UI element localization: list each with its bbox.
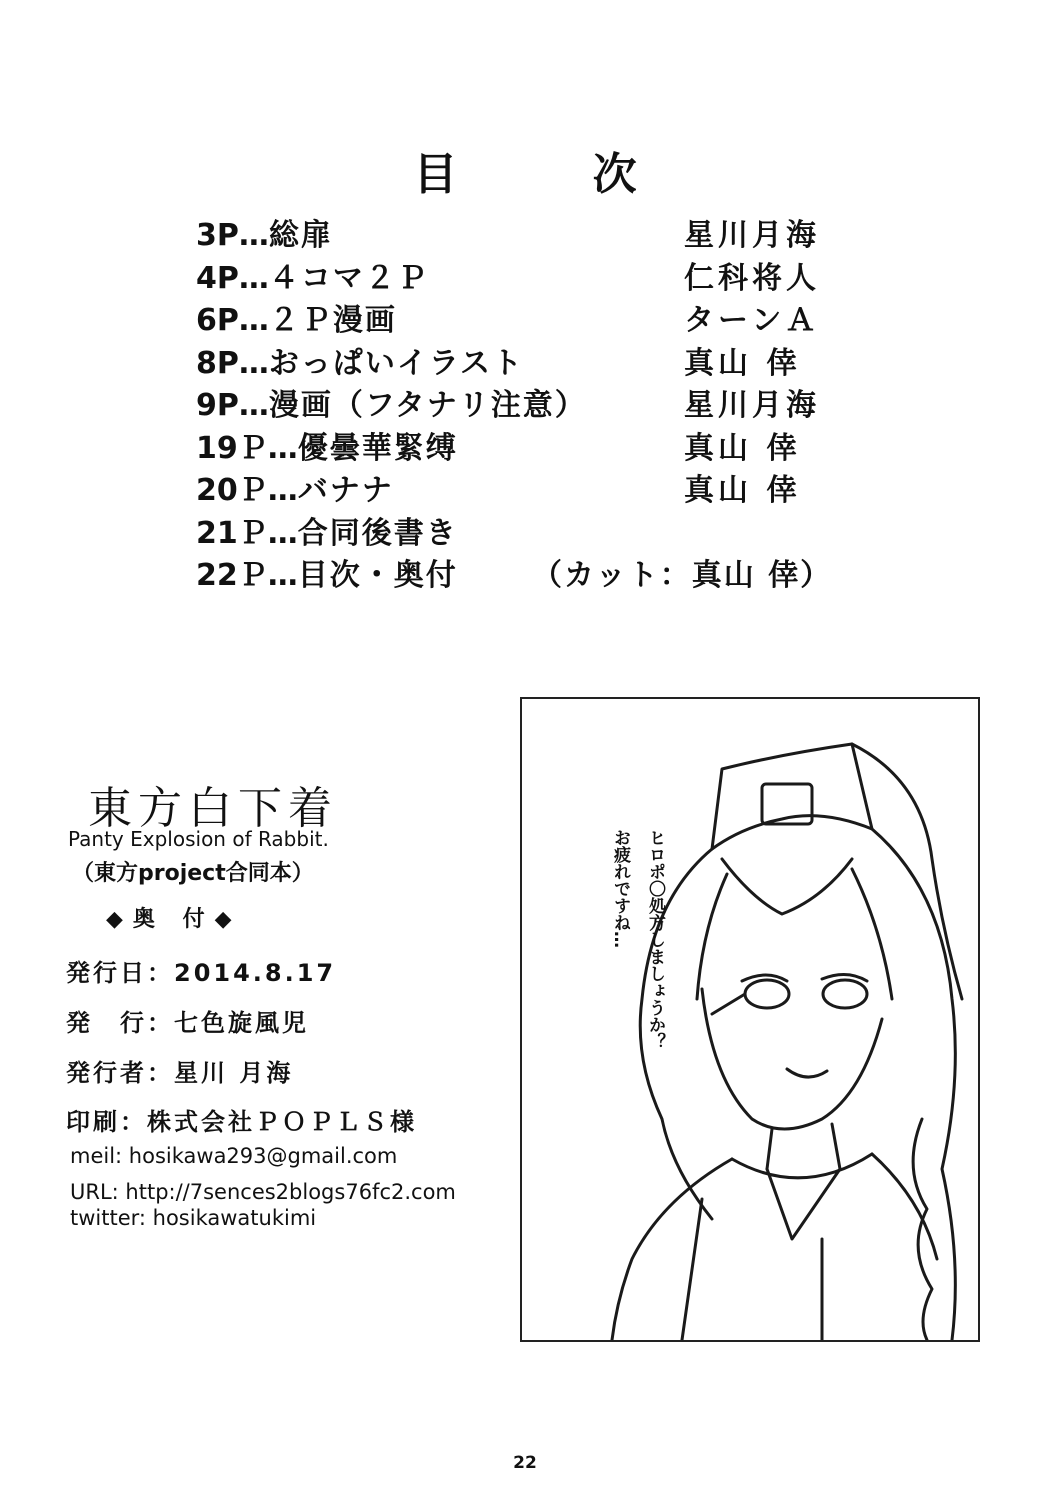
field-value: ：2014.8.17 — [147, 959, 337, 987]
toc-list — [196, 215, 856, 598]
toc-sep: … — [267, 430, 298, 466]
toc-entry — [196, 428, 856, 471]
toc-sep: … — [238, 260, 269, 296]
field-label: 印刷 — [66, 1108, 120, 1136]
toc-entry — [196, 555, 856, 598]
toc-author: 真山 倖 — [684, 430, 801, 466]
toc-entry — [196, 513, 856, 556]
toc-page: 20Ｐ — [196, 473, 268, 508]
toc-page: 9P — [196, 388, 239, 423]
toc-title: 目 次 — [413, 149, 697, 200]
toc-sep: … — [238, 345, 269, 381]
book-title: 東方白下着 — [88, 783, 338, 834]
toc-sep: … — [238, 388, 269, 423]
colophon-field — [66, 1053, 293, 1088]
toc-entry-title: おっぱいイラスト — [268, 345, 524, 381]
toc-entry-title: バナナ — [297, 473, 394, 508]
speech-bubble-1: お疲れですね… — [610, 829, 630, 948]
toc-page: 6P — [196, 303, 239, 338]
illustration-panel — [520, 697, 980, 1342]
toc-entry-title: 漫画（フタナリ注意） — [268, 388, 587, 423]
toc-entry-title: 合同後書き — [297, 515, 458, 551]
toc-page: 19Ｐ — [196, 430, 268, 466]
toc-entry — [196, 470, 856, 513]
toc-sep: … — [267, 558, 298, 593]
toc-entry-title: 総扉 — [268, 218, 333, 253]
nurse-illustration — [522, 699, 978, 1340]
toc-page: 8P — [196, 345, 239, 381]
toc-entry-title: ２Ｐ漫画 — [268, 303, 397, 338]
field-label: 発 行 — [66, 1009, 147, 1037]
book-note: （東方project合同本） — [72, 861, 314, 886]
page-number: 22 — [513, 1453, 537, 1473]
toc-sep: … — [267, 473, 298, 508]
toc-page: 4P — [196, 260, 239, 296]
toc-entry-title: 目次・奥付 — [297, 558, 458, 593]
field-value: ：星川 月海 — [147, 1059, 294, 1087]
toc-author: （カット：真山 倖） — [532, 558, 833, 593]
toc-sep: … — [238, 303, 269, 338]
toc-author: 真山 倖 — [684, 473, 801, 508]
colophon-field — [66, 1102, 417, 1137]
field-label: 発行日 — [66, 959, 147, 987]
contact-url: URL: http://7sences2blogs76fc2.com — [70, 1180, 456, 1204]
toc-entry-title: 優曇華緊缚 — [297, 430, 458, 466]
book-subtitle: Panty Explosion of Rabbit. — [68, 827, 329, 851]
toc-author: 星川月海 — [684, 218, 820, 253]
toc-entry — [196, 215, 856, 258]
toc-author: 仁科将人 — [684, 260, 820, 296]
colophon-field — [66, 1003, 309, 1038]
toc-entry — [196, 343, 856, 386]
contact-email: meil: hosikawa293@gmail.com — [70, 1144, 398, 1168]
field-value: ：七色旋風児 — [147, 1009, 309, 1037]
field-label: 発行者 — [66, 1059, 147, 1087]
toc-author: 星川月海 — [684, 388, 820, 423]
toc-page: 21Ｐ — [196, 515, 268, 551]
toc-entry — [196, 258, 856, 301]
colophon-heading: ◆奥 付◆ — [106, 907, 242, 932]
speech-bubble-2: ヒロポ〇処方しましょうか？ — [645, 829, 665, 1050]
colophon-field — [66, 953, 336, 988]
toc-entry — [196, 300, 856, 343]
toc-page: 3P — [196, 218, 239, 253]
toc-sep: … — [267, 515, 298, 551]
toc-entry-title: ４コマ２Ｐ — [268, 260, 429, 296]
toc-author: ターンＡ — [684, 303, 820, 338]
toc-page: 22Ｐ — [196, 558, 268, 593]
contact-twitter: twitter: hosikawatukimi — [70, 1206, 317, 1230]
toc-sep: … — [238, 218, 269, 253]
toc-author: 真山 倖 — [684, 345, 801, 381]
field-value: ：株式会社ＰＯＰＬＳ様 — [120, 1108, 417, 1136]
toc-entry — [196, 385, 856, 428]
